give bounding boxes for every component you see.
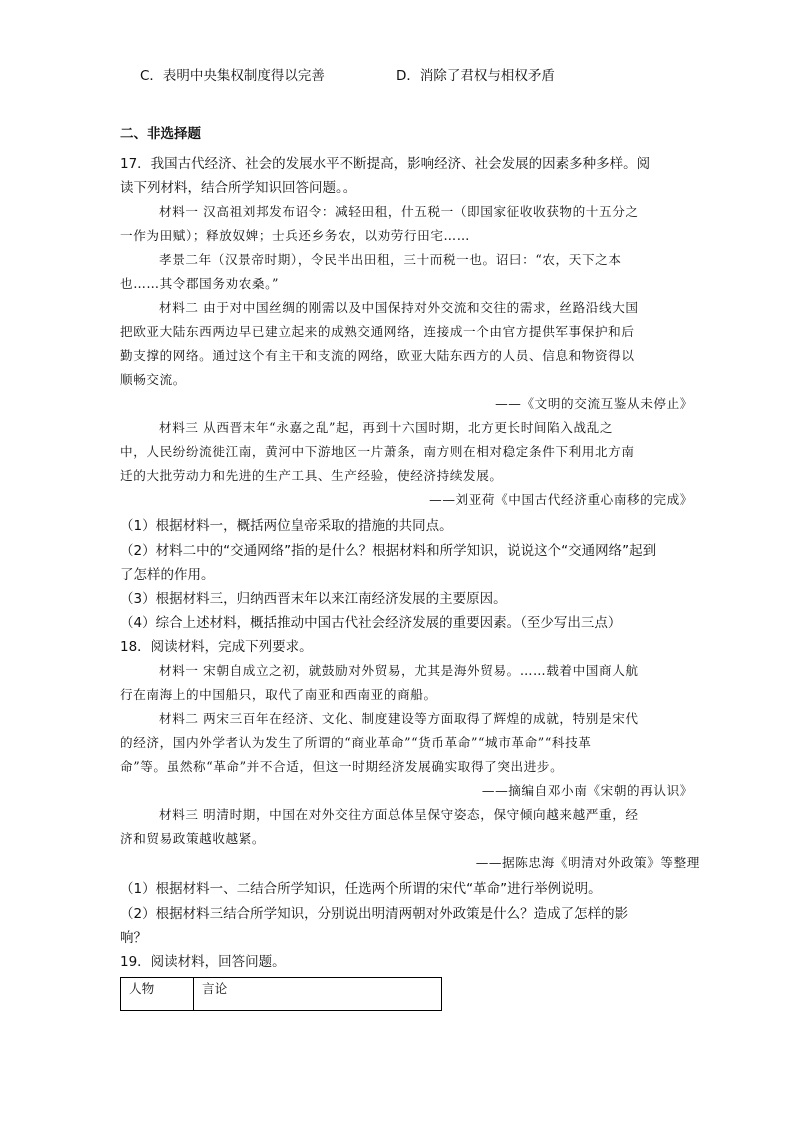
q18-part-2-line-2: 响？ <box>120 930 147 946</box>
q18-material-1-line-2: 行在南海上的中国船只，取代了南亚和西南亚的商船。 <box>120 687 437 702</box>
q18-part-2-line-1: （2）根据材料三结合所学知识，分别说出明清两朝对外政策是什么？造成了怎样的影 <box>120 906 629 922</box>
q17-part-2-line-1: （2）材料二中的“交通网络”指的是什么？根据材料和所学知识，说说这个“交通网络”起到 <box>120 543 657 559</box>
q17-material-2-line-3: 勤支撑的网络。通过这个有主干和支流的网络，欧亚大陆东西方的人员、信息和物资得以 <box>120 348 635 363</box>
q17-material-2-line-1: 材料二 由于对中国丝绸的刚需以及中国保持对外交流和交往的需求，丝路沿线大国 <box>159 300 639 315</box>
q17-material-3-line-2: 中，人民纷纷流徙江南，黄河中下游地区一片萧条，南方则在相对稳定条件下利用北方南 <box>120 444 635 459</box>
q17-part-1: （1）根据材料一，概括两位皇帝采取的措施的共同点。 <box>120 518 453 534</box>
q18-part-1: （1）根据材料一、二结合所学知识，任选两个所谓的宋代“革命”进行举例说明。 <box>120 881 602 897</box>
q17-stem-line-2: 读下列材料，结合所学知识回答问题。。 <box>120 180 357 196</box>
table-header-remarks: 言论 <box>194 978 442 1011</box>
q17-material-3-line-1: 材料三 从西晋末年“永嘉之乱”起，再到十六国时期，北方更长时间陷入战乱之 <box>159 420 614 435</box>
q17-material-1-line-1: 材料一 汉高祖刘邦发布诏令：减轻田租，什五税一（即国家征收收获物的十五分之 <box>159 204 639 219</box>
q19-stem: 19．阅读材料，回答问题。 <box>120 954 286 970</box>
q17-material-2-source: ——《文明的交流互鉴从未停止》 <box>495 396 693 411</box>
q17-material-1-line-3: 孝景二年（汉景帝时期），令民半出田租，三十而税一也。诏曰：“农，天下之本 <box>159 252 622 267</box>
q17-material-2-line-4: 顺畅交流。 <box>120 372 186 387</box>
option-d: D．消除了君权与相权矛盾 <box>396 68 555 84</box>
q18-material-3-line-2: 济和贸易政策越收越紧。 <box>120 831 266 846</box>
option-c: C．表明中央集权制度得以完善 <box>140 68 325 84</box>
q18-material-2-source: ——摘编自邓小南《宋朝的再认识》 <box>481 783 693 798</box>
q19-table <box>120 977 442 1011</box>
q17-part-3: （3）根据材料三，归纳西晋末年以来江南经济发展的主要原因。 <box>120 591 507 607</box>
q17-material-3-line-3: 迁的大批劳动力和先进的生产工具、生产经验，使经济持续发展。 <box>120 468 503 483</box>
q18-material-2-line-1: 材料二 两宋三百年在经济、文化、制度建设等方面取得了辉煌的成就，特别是宋代 <box>159 711 639 726</box>
q18-material-2-line-2: 的经济，国内外学者认为发生了所谓的“商业革命”“货币革命”“城市革命”“科技革 <box>120 735 592 750</box>
q18-material-1-line-1: 材料一 宋朝自成立之初，就鼓励对外贸易，尤其是海外贸易。……载着中国商人航 <box>159 663 639 678</box>
q17-part-2-line-2: 了怎样的作用。 <box>120 567 215 583</box>
table-header-row <box>121 978 442 1011</box>
table-header-person: 人物 <box>121 978 194 1011</box>
q18-material-3-line-1: 材料三 明清时期，中国在对外交往方面总体呈保守姿态，保守倾向越来越严重，经 <box>159 807 639 822</box>
q18-stem: 18．阅读材料，完成下列要求。 <box>120 639 313 655</box>
q17-material-3-source: ——刘亚荷《中国古代经济重心南移的完成》 <box>429 492 693 507</box>
q18-material-3-source: ——据陈忠海《明清对外政策》等整理 <box>475 855 700 870</box>
q17-stem-line-1: 17．我国古代经济、社会的发展水平不断提高，影响经济、社会发展的因素多种多样。阅 <box>120 156 651 172</box>
q18-material-2-line-3: 命”等。虽然称“革命”并不合适，但这一时期经济发展确实取得了突出进步。 <box>120 759 564 774</box>
q17-material-1-line-4: 也……其令郡国务劝农桑。” <box>120 276 280 291</box>
q17-material-1-line-2: 一作为田赋）；释放奴婢；士兵还乡务农，以劝劳行田宅…… <box>120 228 470 243</box>
q17-part-4: （4）综合上述材料，概括推动中国古代社会经济发展的重要因素。（至少写出三点） <box>120 615 622 631</box>
q17-material-2-line-2: 把欧亚大陆东西两边早已建立起来的成熟交通网络，连接成一个由官方提供军事保护和后 <box>120 324 635 339</box>
section-title: 二、非选择题 <box>120 126 201 142</box>
